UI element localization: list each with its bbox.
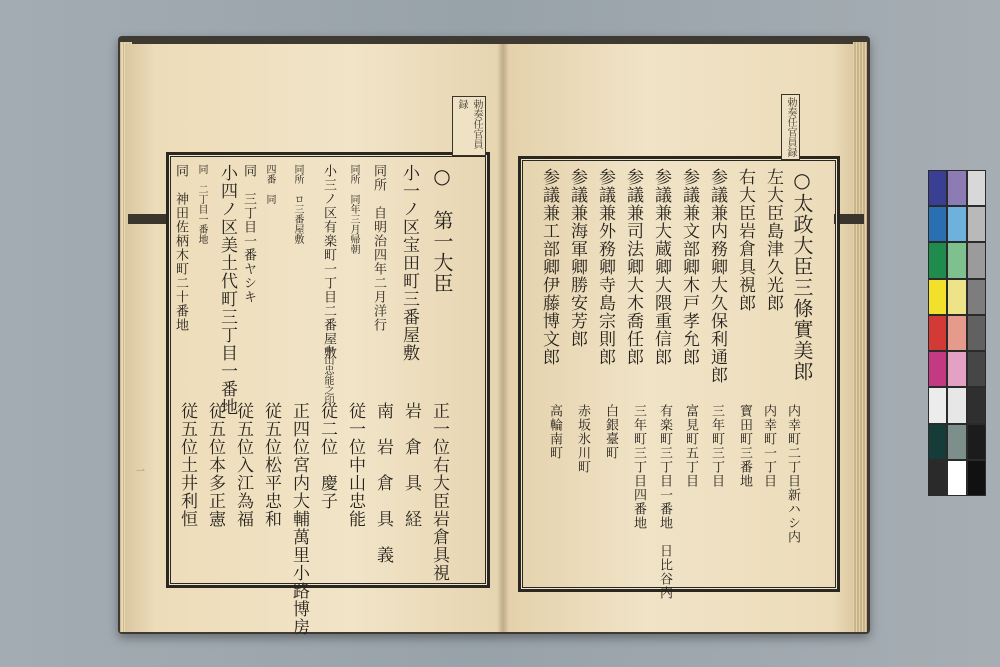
left-page-number: 一 — [134, 466, 144, 475]
left-address-column: 小一ノ区宝田町三番屋敷 — [399, 164, 419, 362]
left-address-column: ○ 第一大臣 — [430, 164, 454, 294]
left-name-column: 岩 倉 具 経 — [401, 402, 421, 528]
left-name-column: 従二位 慶子 — [317, 402, 337, 510]
right-address-column: 有楽町三丁目一番地 日比谷内 — [657, 404, 672, 600]
checker-swatch — [929, 280, 946, 314]
checker-swatch — [948, 425, 965, 459]
right-official-column: 参議兼内務卿大久保利通郎 — [707, 168, 727, 384]
left-name-column: 南 岩 倉 具 義 — [373, 402, 393, 564]
right-official-column: 参議兼大蔵卿大隈重信郎 — [651, 168, 671, 366]
right-official-column: 参議兼外務卿寺島宗則郎 — [595, 168, 615, 366]
checker-swatch — [929, 352, 946, 386]
checker-row — [928, 460, 986, 496]
checker-row — [928, 206, 986, 242]
left-address-column: 同所 自明治四年二月洋行 — [371, 164, 386, 332]
checker-swatch — [929, 171, 946, 205]
checker-swatch — [948, 171, 965, 205]
left-tab-marker — [128, 214, 166, 224]
left-name-column: 従五位本多正憲 — [205, 402, 225, 528]
left-name-column: 従五位入江為福 — [233, 402, 253, 528]
right-address-column: 寳田町三番地 — [737, 404, 752, 488]
checker-row — [928, 279, 986, 315]
right-official-column: 参議兼工部卿伊藤博文郎 — [539, 168, 559, 366]
checker-swatch — [929, 243, 946, 277]
checker-swatch — [929, 207, 946, 241]
checker-swatch — [968, 388, 985, 422]
right-official-column: 参議兼海軍卿勝安芳郎 — [567, 168, 587, 348]
checker-swatch — [968, 461, 985, 495]
right-address-column: 内幸町一丁目 — [761, 404, 776, 488]
checker-swatch — [968, 425, 985, 459]
checker-swatch — [968, 280, 985, 314]
left-address-column: 同 三丁目一番ヤシキ — [241, 164, 256, 304]
left-address-column: 同 二丁目一番地 — [196, 164, 207, 244]
left-address-column: 四番 同 — [264, 164, 275, 204]
left-name-column: 従五位松平忠和 — [261, 402, 281, 528]
checker-swatch — [948, 316, 965, 350]
checker-row — [928, 351, 986, 387]
left-spine-label: 勅奏任官員録 — [452, 96, 486, 156]
right-address-column: 内幸町二丁目新ハシ内 — [785, 404, 800, 544]
seal-stamp: 中山忠能之印 — [322, 345, 333, 405]
right-official-column: 左大臣島津久光郎 — [763, 168, 783, 312]
left-address-column: 同所 ロ三番屋敷 — [292, 164, 303, 244]
checker-swatch — [948, 207, 965, 241]
checker-row — [928, 315, 986, 351]
left-address-column: 同 神田佐柄木町二十番地 — [173, 164, 188, 332]
color-checker-card — [928, 170, 986, 496]
left-name-column: 正四位宮内大輔萬里小路博房 — [289, 402, 309, 636]
left-address-column: 小四ノ区美土代町三丁目一番地 — [217, 164, 237, 416]
left-name-column: 従一位中山忠能 — [345, 402, 365, 528]
checker-row — [928, 242, 986, 278]
checker-swatch — [968, 243, 985, 277]
checker-swatch — [948, 280, 965, 314]
right-official-column: ○太政大臣三條實美郎 — [790, 168, 814, 382]
left-address-column: 小三ノ区有楽町一丁目二番屋敷 — [321, 164, 336, 360]
right-address-column: 白銀臺町 — [603, 404, 618, 460]
checker-swatch — [948, 461, 965, 495]
checker-swatch — [948, 352, 965, 386]
right-address-column: 三年町三丁目四番地 — [631, 404, 646, 530]
right-address-column: 三年町三丁目 — [709, 404, 724, 488]
checker-swatch — [948, 388, 965, 422]
right-spine-label: 勅奏任官員録 — [781, 94, 800, 160]
left-address-column: 同所 同年三月帰朝 — [348, 164, 359, 254]
checker-swatch — [929, 425, 946, 459]
checker-swatch — [929, 316, 946, 350]
right-official-column: 右大臣岩倉具視郎 — [735, 168, 755, 312]
checker-swatch — [968, 207, 985, 241]
right-address-column: 富見町五丁目 — [683, 404, 698, 488]
checker-row — [928, 424, 986, 460]
page-edge-right — [853, 42, 867, 632]
left-name-column: 従五位土井利恒 — [177, 402, 197, 528]
checker-swatch — [968, 171, 985, 205]
book-gutter — [497, 44, 509, 632]
checker-swatch — [948, 243, 965, 277]
right-official-column: 参議兼司法卿大木喬任郎 — [623, 168, 643, 366]
right-address-column: 高輪南町 — [547, 404, 562, 460]
right-address-column: 赤坂氷川町 — [575, 404, 590, 474]
left-name-column: 正一位右大臣岩倉具視 — [429, 402, 449, 582]
right-official-column: 参議兼文部卿木戸孝允郎 — [679, 168, 699, 366]
checker-row — [928, 170, 986, 206]
checker-swatch — [929, 461, 946, 495]
checker-row — [928, 387, 986, 423]
checker-swatch — [968, 316, 985, 350]
checker-swatch — [929, 388, 946, 422]
checker-swatch — [968, 352, 985, 386]
